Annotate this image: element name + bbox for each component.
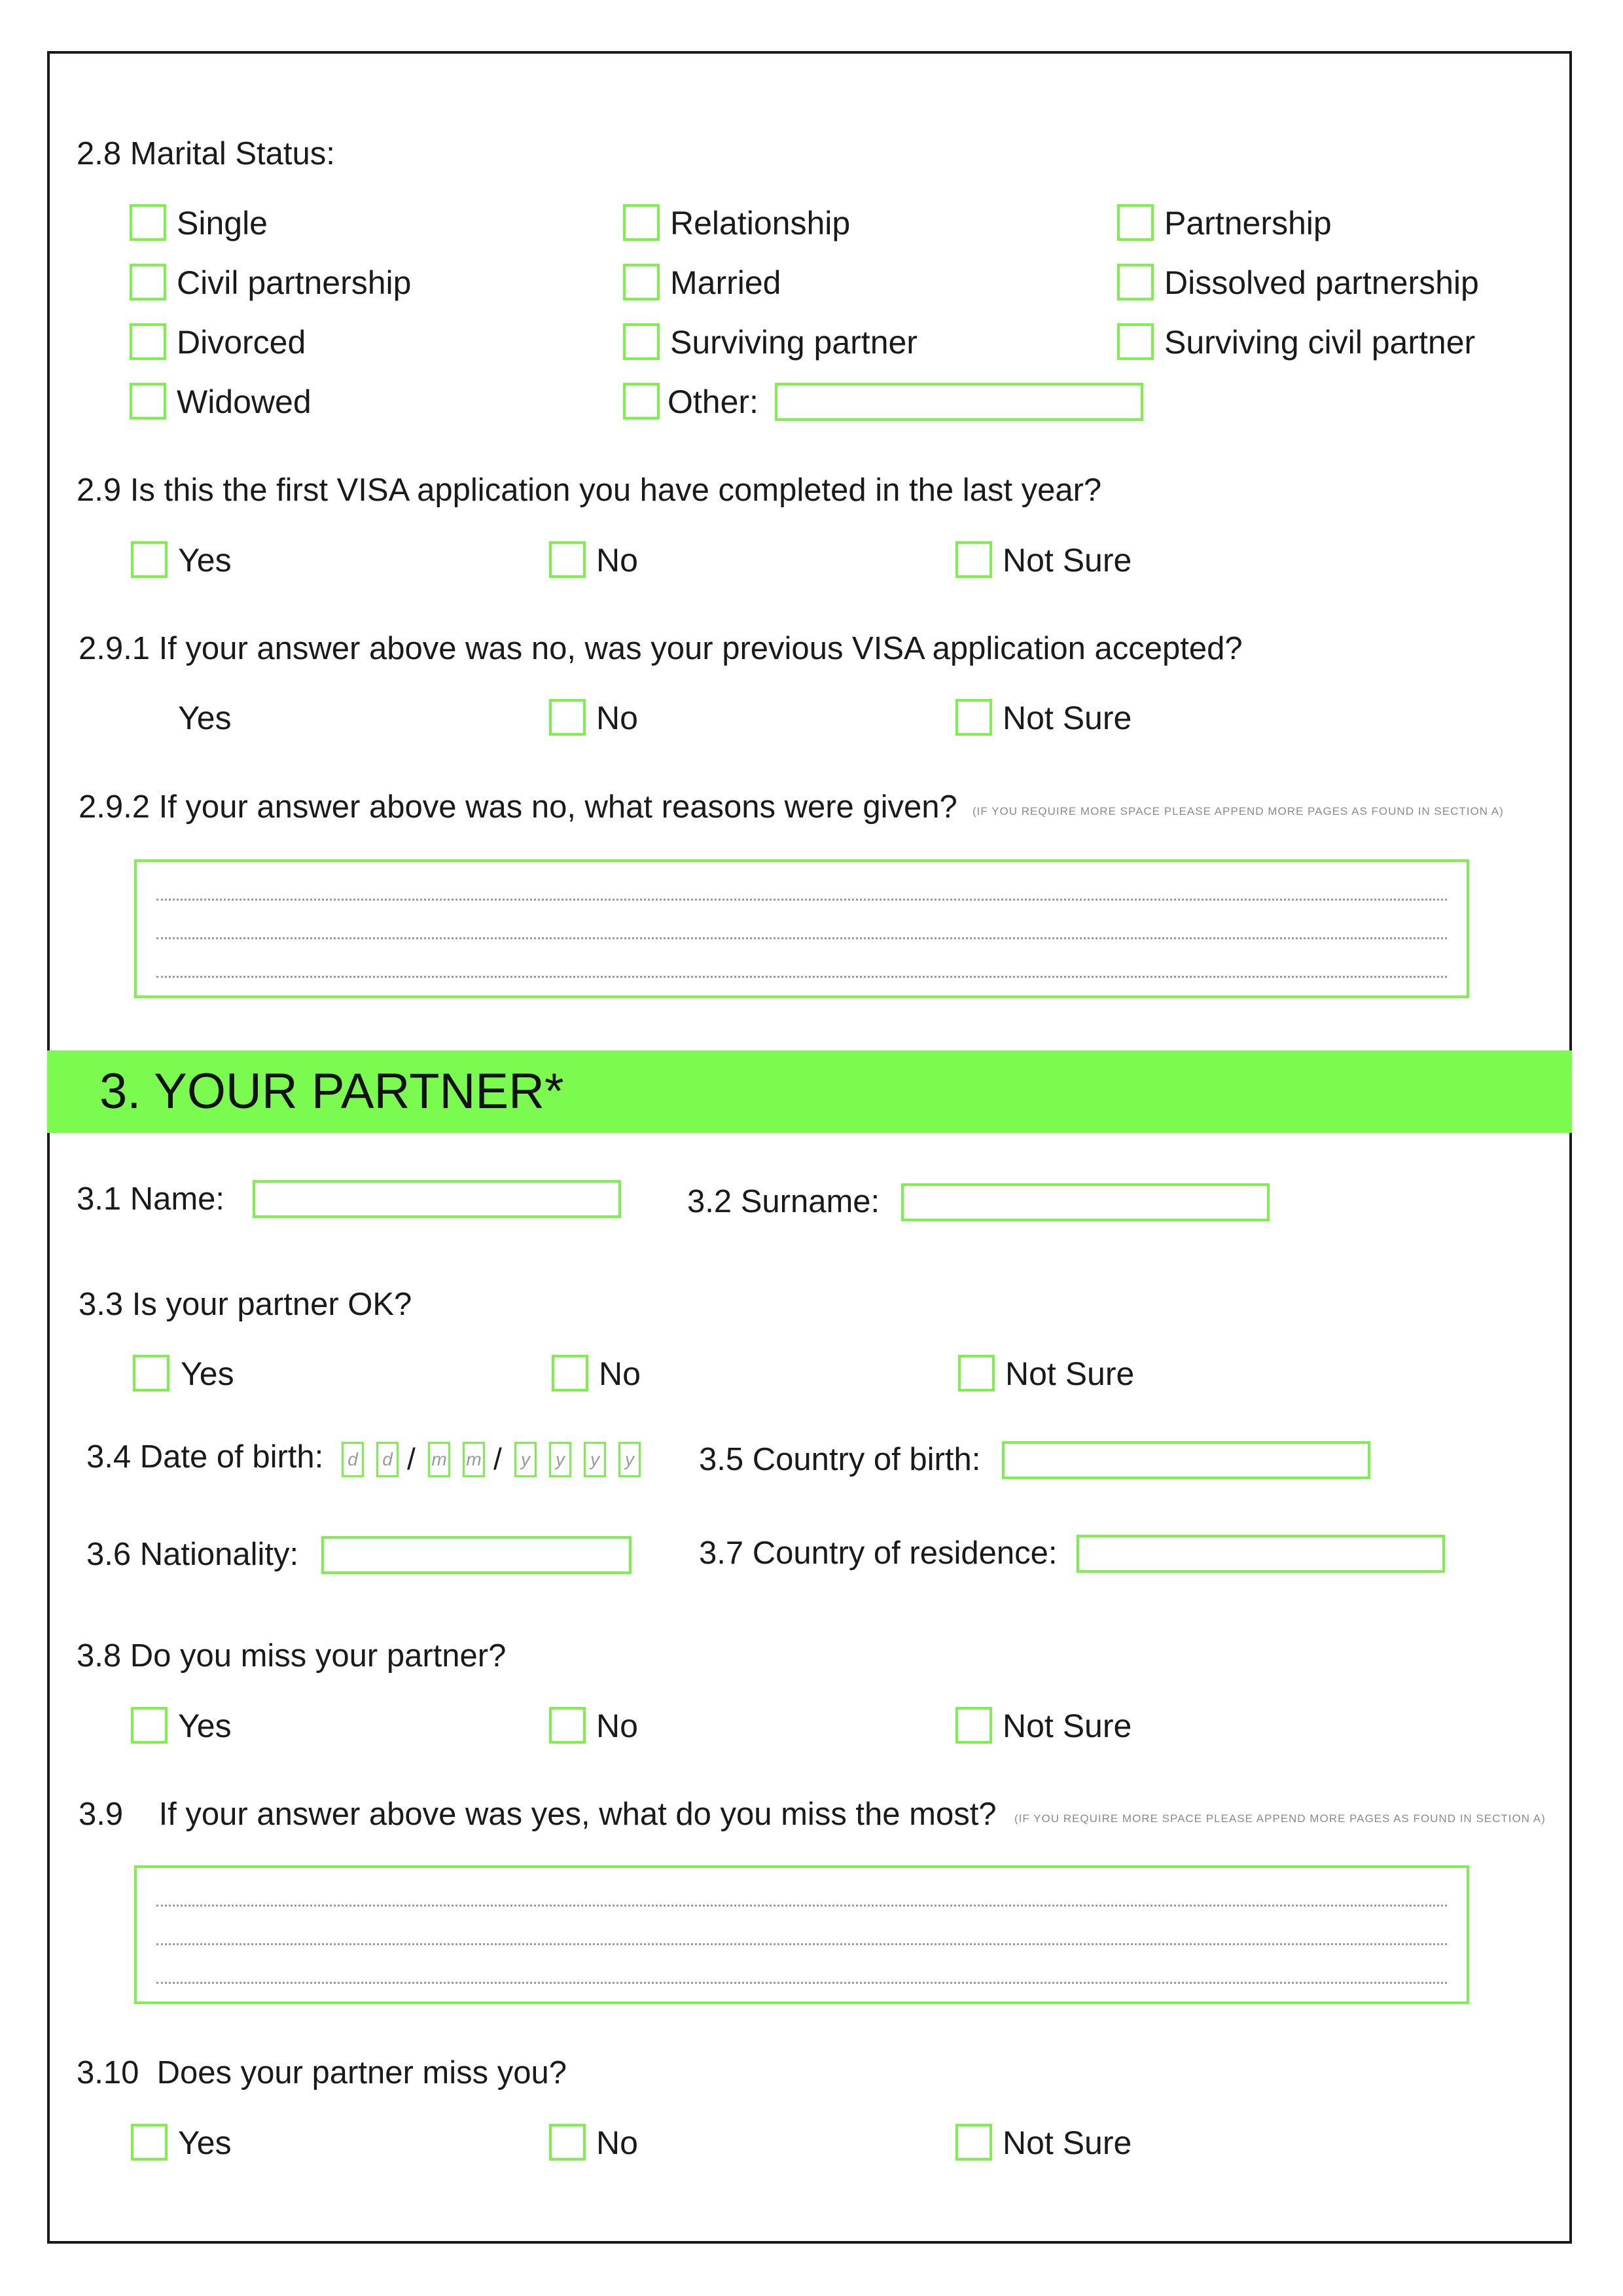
nationality-input[interactable] — [321, 1536, 632, 1574]
dob-day-2[interactable]: d — [376, 1442, 399, 1477]
option-divorced: Divorced — [177, 324, 306, 361]
checkbox-2-9-1-no[interactable] — [549, 699, 586, 736]
question-2-8: 2.8 Marital Status: — [77, 136, 335, 171]
country-of-birth-input[interactable] — [1002, 1441, 1370, 1479]
question-3-10: 3.10 Does your partner miss you? — [77, 2055, 567, 2090]
option-2-9-1-not-sure: Not Sure — [1003, 700, 1132, 736]
option-3-8-yes: Yes — [178, 1708, 232, 1744]
checkbox-widowed[interactable] — [130, 383, 166, 420]
writing-line — [156, 1905, 1447, 1907]
dob-separator: / — [493, 1442, 502, 1476]
option-single: Single — [177, 205, 268, 242]
surname-input[interactable] — [901, 1183, 1270, 1221]
option-2-9-not-sure: Not Sure — [1003, 542, 1132, 579]
option-2-9-1-no: No — [596, 700, 638, 736]
dob-year-2[interactable]: y — [549, 1442, 571, 1477]
question-3-3: 3.3 Is your partner OK? — [79, 1287, 412, 1322]
checkbox-single[interactable] — [130, 204, 166, 241]
option-3-10-not-sure: Not Sure — [1003, 2125, 1132, 2161]
question-3-5: 3.5 Country of birth: — [699, 1442, 981, 1477]
checkbox-3-3-not-sure[interactable] — [958, 1355, 995, 1391]
checkbox-surviving-civil-partner[interactable] — [1117, 323, 1154, 360]
option-surviving-civil-partner: Surviving civil partner — [1164, 324, 1476, 361]
option-3-10-yes: Yes — [178, 2125, 232, 2161]
option-surviving-partner: Surviving partner — [670, 324, 918, 361]
checkbox-2-9-no[interactable] — [549, 541, 586, 578]
checkbox-3-8-yes[interactable] — [131, 1707, 168, 1744]
option-dissolved-partnership: Dissolved partnership — [1164, 264, 1479, 301]
checkbox-dissolved-partnership[interactable] — [1117, 264, 1154, 300]
checkbox-3-10-yes[interactable] — [131, 2124, 168, 2161]
append-note: (IF YOU REQUIRE MORE SPACE PLEASE APPEND MORE PAGES AS FOUND IN SECTION A) — [972, 805, 1504, 817]
checkbox-married[interactable] — [623, 264, 660, 300]
question-2-9-1: 2.9.1 If your answer above was no, was your previous VISA application accepted? — [79, 631, 1243, 666]
writing-line — [156, 1982, 1447, 1984]
dob-month-2[interactable]: m — [463, 1442, 485, 1477]
checkbox-2-9-1-not-sure[interactable] — [955, 699, 992, 736]
miss-most-textarea[interactable] — [134, 1865, 1469, 2004]
dob-separator: / — [407, 1442, 416, 1476]
option-2-9-no: No — [596, 542, 638, 579]
append-note: (IF YOU REQUIRE MORE SPACE PLEASE APPEND MORE PAGES AS FOUND IN SECTION A) — [1014, 1812, 1546, 1825]
option-relationship: Relationship — [670, 205, 851, 242]
question-3-8: 3.8 Do you miss your partner? — [77, 1638, 507, 1674]
option-partnership: Partnership — [1164, 205, 1332, 242]
country-of-residence-input[interactable] — [1077, 1535, 1445, 1573]
checkbox-2-9-yes[interactable] — [131, 541, 168, 578]
checkbox-2-9-not-sure[interactable] — [955, 541, 992, 578]
option-civil-partnership: Civil partnership — [177, 264, 412, 301]
writing-line — [156, 1943, 1447, 1945]
section-header-band — [47, 1050, 1572, 1133]
other-input[interactable] — [775, 383, 1143, 421]
option-widowed: Widowed — [177, 384, 312, 420]
dob-day-1[interactable]: d — [342, 1442, 364, 1477]
option-2-9-1-yes[interactable]: Yes — [178, 700, 232, 736]
question-2-9: 2.9 Is this the first VISA application you have completed in the last year? — [77, 473, 1102, 508]
option-2-9-yes: Yes — [178, 542, 232, 579]
option-3-10-no: No — [596, 2125, 638, 2161]
option-3-3-not-sure: Not Sure — [1005, 1355, 1135, 1392]
section-title: 3. YOUR PARTNER* — [99, 1064, 564, 1119]
option-3-8-not-sure: Not Sure — [1003, 1708, 1132, 1744]
option-other: Other: — [668, 384, 758, 420]
option-3-3-no: No — [599, 1355, 641, 1392]
writing-line — [156, 899, 1447, 901]
option-married: Married — [670, 264, 781, 301]
question-3-2: 3.2 Surname: — [687, 1184, 880, 1219]
dob-month-1[interactable]: m — [428, 1442, 450, 1477]
dob-year-1[interactable]: y — [514, 1442, 537, 1477]
name-input[interactable] — [253, 1180, 621, 1218]
writing-line — [156, 976, 1447, 978]
option-3-3-yes: Yes — [181, 1355, 234, 1392]
checkbox-other[interactable] — [623, 383, 660, 420]
checkbox-3-10-no[interactable] — [549, 2124, 586, 2161]
checkbox-3-3-no[interactable] — [552, 1355, 588, 1391]
question-3-1: 3.1 Name: — [77, 1181, 225, 1217]
dob-year-4[interactable]: y — [618, 1442, 641, 1477]
checkbox-partnership[interactable] — [1117, 204, 1154, 241]
writing-line — [156, 937, 1447, 939]
option-3-8-no: No — [596, 1708, 638, 1744]
question-3-7: 3.7 Country of residence: — [699, 1535, 1058, 1571]
question-3-6: 3.6 Nationality: — [86, 1537, 299, 1572]
dob-year-3[interactable]: y — [584, 1442, 606, 1477]
checkbox-divorced[interactable] — [130, 323, 166, 360]
checkbox-civil-partnership[interactable] — [130, 264, 166, 300]
checkbox-3-10-not-sure[interactable] — [955, 2124, 992, 2161]
checkbox-surviving-partner[interactable] — [623, 323, 660, 360]
checkbox-relationship[interactable] — [623, 204, 660, 241]
question-3-4: 3.4 Date of birth: — [86, 1439, 324, 1475]
checkbox-3-8-no[interactable] — [549, 1707, 586, 1744]
question-3-9: 3.9 If your answer above was yes, what do you miss the most? — [79, 1797, 997, 1832]
question-2-9-2: 2.9.2 If your answer above was no, what reasons were given? — [79, 789, 957, 825]
checkbox-3-8-not-sure[interactable] — [955, 1707, 992, 1744]
reasons-textarea[interactable] — [134, 859, 1469, 998]
checkbox-3-3-yes[interactable] — [133, 1355, 169, 1391]
